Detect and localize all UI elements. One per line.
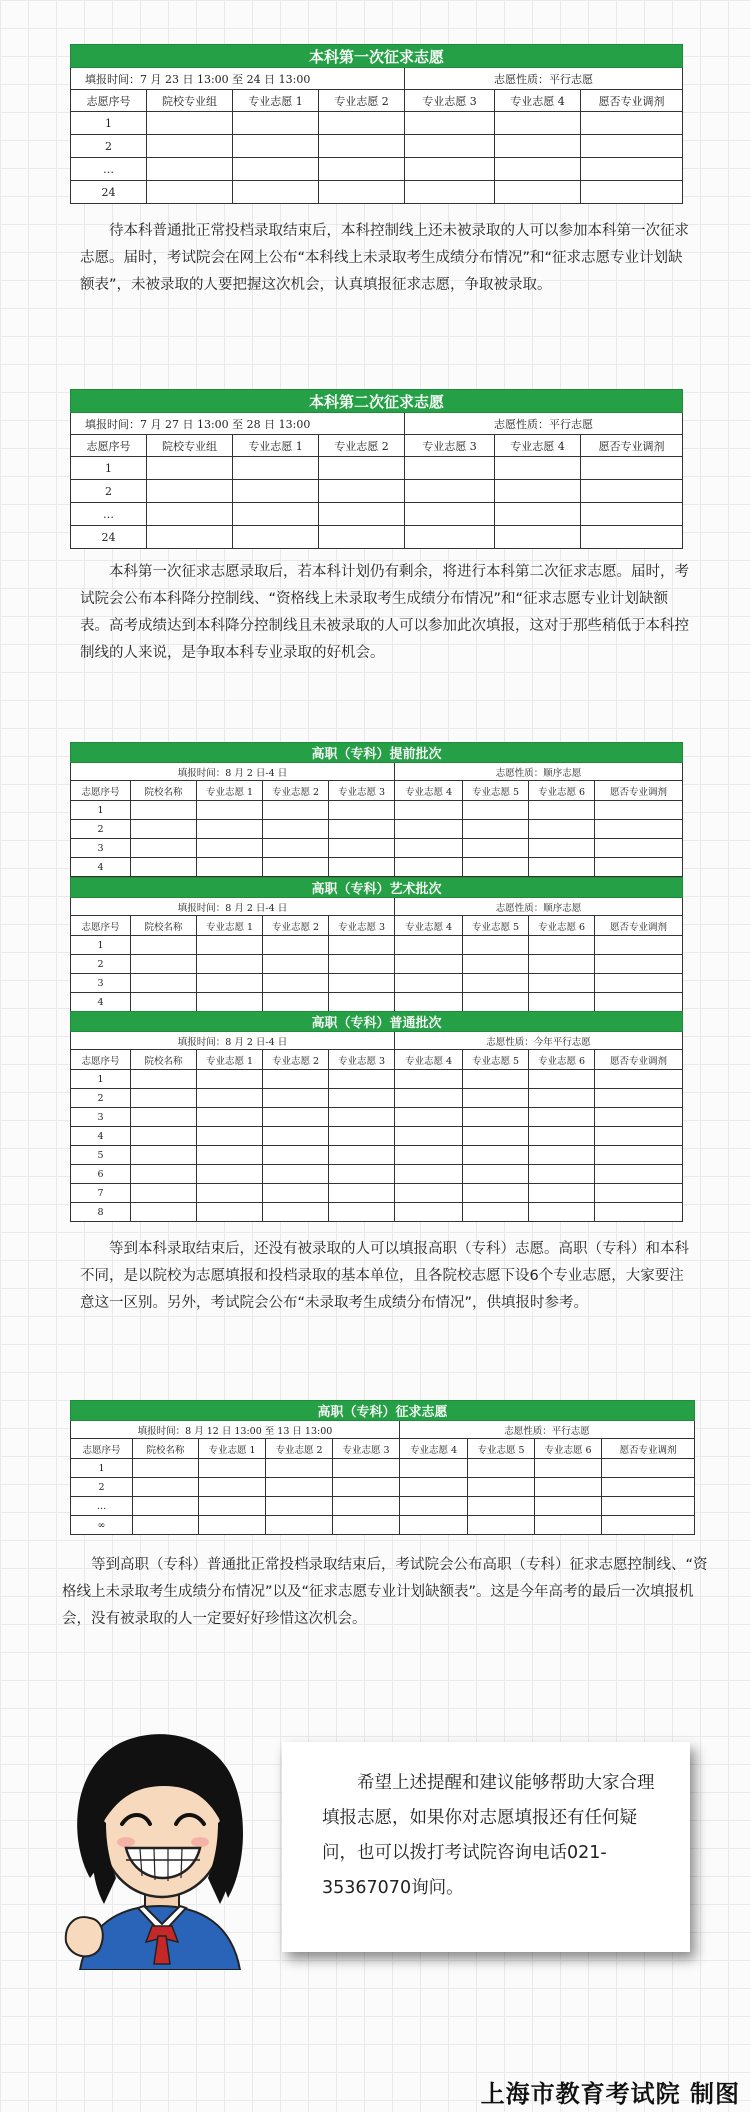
fill-time: 填报时间：7 月 27 日 13:00 至 28 日 13:00 [71, 413, 405, 435]
table-row [71, 1497, 695, 1516]
col-header: 专业志愿 4 [395, 916, 463, 936]
col-header: 专业志愿 5 [463, 781, 529, 801]
col-header: 专业志愿 5 [463, 1050, 529, 1070]
table-row [71, 526, 683, 549]
table-row [71, 858, 683, 877]
volunteer-nature: 志愿性质：平行志愿 [405, 413, 683, 435]
section-title: 高职（专科）征求志愿 [71, 1401, 695, 1421]
col-header: 专业志愿 3 [329, 916, 395, 936]
table-row [71, 801, 683, 820]
paragraph-vocational-solicit: 等到高职（专科）普通批正常投档录取结束后，考试院会公布高职（专科）征求志愿控制线、“资格线上未录取考生成绩分布情况”以及“征求志愿专业计划缺额表”。这是今年高考的最后一次填报机会，没有被录取的人一定要好好珍惜这次机会。 [62, 1557, 708, 1627]
fill-time: 填报时间：8 月 2 日-4 日 [71, 763, 395, 781]
table-row [71, 1127, 683, 1146]
col-header: 专业志愿 5 [463, 916, 529, 936]
col-header: 专业志愿 2 [319, 435, 405, 457]
col-header: 志愿序号 [71, 1050, 131, 1070]
col-header: 院校名称 [131, 1050, 197, 1070]
col-header: 专业志愿 3 [333, 1439, 400, 1459]
row-number: 1 [71, 112, 147, 135]
col-header: 专业志愿 4 [495, 435, 581, 457]
row-number: 3 [71, 839, 131, 858]
col-header: 愿否专业调剂 [602, 1439, 695, 1459]
col-header: 志愿序号 [71, 781, 131, 801]
row-number: 1 [71, 801, 131, 820]
table-row [71, 503, 683, 526]
volunteer-nature: 志愿性质：平行志愿 [400, 1421, 695, 1439]
col-header: 专业志愿 2 [263, 1050, 329, 1070]
section-title: 高职（专科）艺术批次 [71, 878, 683, 898]
col-header: 志愿序号 [71, 435, 147, 457]
col-header: 专业志愿 4 [495, 90, 581, 112]
col-header: 愿否专业调剂 [581, 435, 683, 457]
row-number: 7 [71, 1184, 131, 1203]
col-header: 院校专业组 [147, 90, 233, 112]
col-header: 志愿序号 [71, 1439, 133, 1459]
table-row [71, 181, 683, 204]
col-header: 专业志愿 3 [329, 781, 395, 801]
col-header: 专业志愿 6 [535, 1439, 602, 1459]
paragraph-vocational: 等到本科录取结束后，还没有被录取的人可以填报高职（专科）志愿。高职（专科）和本科不同，是以院校为志愿填报和投档录取的基本单位，且各院校志愿下设6个专业志愿，大家要注意这一区别。另外，考试院会公布“未录取考生成绩分布情况”，供填报时参考。 [80, 1241, 689, 1311]
col-header: 愿否专业调剂 [595, 916, 683, 936]
col-header: 志愿序号 [71, 90, 147, 112]
col-header: 院校名称 [131, 916, 197, 936]
row-number: 3 [71, 1108, 131, 1127]
row-number: 2 [71, 820, 131, 839]
col-header: 专业志愿 2 [266, 1439, 333, 1459]
table-undergrad-second-solicit [70, 389, 683, 549]
header-row [71, 1050, 683, 1070]
col-header: 愿否专业调剂 [595, 781, 683, 801]
col-header: 专业志愿 4 [400, 1439, 468, 1459]
row-number: 4 [71, 993, 131, 1012]
row-number: 8 [71, 1203, 131, 1222]
row-number: 24 [71, 181, 147, 204]
col-header: 专业志愿 3 [405, 435, 495, 457]
col-header: 愿否专业调剂 [595, 1050, 683, 1070]
row-number: 2 [71, 135, 147, 158]
col-header: 专业志愿 3 [329, 1050, 395, 1070]
header-row [71, 916, 683, 936]
row-number: 2 [71, 1478, 133, 1497]
col-header: 专业志愿 1 [199, 1439, 266, 1459]
row-number: 4 [71, 1127, 131, 1146]
table-row [71, 1070, 683, 1089]
table-row [71, 1203, 683, 1222]
row-number: 2 [71, 955, 131, 974]
row-number: ∞ [71, 1516, 133, 1535]
cartoon-girl-illustration [60, 1728, 260, 1970]
section-title: 高职（专科）普通批次 [71, 1012, 683, 1032]
table-row [71, 839, 683, 858]
row-number: 1 [71, 457, 147, 480]
row-number: … [71, 503, 147, 526]
table-undergrad-first-solicit [70, 44, 683, 204]
speech-text: 希望上述提醒和建议能够帮助大家合理填报志愿，如果你对志愿填报还有任何疑问，也可以拨打考试院咨询电话021-35367070询问。 [322, 1773, 655, 1898]
col-header: 专业志愿 1 [233, 435, 319, 457]
col-header: 专业志愿 6 [529, 916, 595, 936]
col-header: 专业志愿 1 [233, 90, 319, 112]
paragraph-undergrad-first: 待本科普通批正常投档录取结束后，本科控制线上还未被录取的人可以参加本科第一次征求志愿。届时，考试院会在网上公布“本科线上未录取考生成绩分布情况”和“征求志愿专业计划缺额表”，未被录取的人要把握这次机会，认真填报征求志愿，争取被录取。 [80, 223, 689, 293]
section-title: 本科第一次征求志愿 [71, 45, 683, 68]
row-number: 2 [71, 480, 147, 503]
header-row [71, 781, 683, 801]
table-row [71, 1184, 683, 1203]
col-header: 愿否专业调剂 [581, 90, 683, 112]
table-row [71, 993, 683, 1012]
fill-time: 填报时间：8 月 2 日-4 日 [71, 1032, 395, 1050]
header-row [71, 90, 683, 112]
volunteer-nature: 志愿性质：今年平行志愿 [395, 1032, 683, 1050]
table-row [71, 457, 683, 480]
col-header: 专业志愿 4 [395, 781, 463, 801]
col-header: 院校名称 [133, 1439, 199, 1459]
section-title: 本科第二次征求志愿 [71, 390, 683, 413]
footer-credit: 上海市教育考试院 制图 [480, 2080, 740, 2108]
table-row [71, 955, 683, 974]
table-row [71, 480, 683, 503]
volunteer-nature: 志愿性质：平行志愿 [405, 68, 683, 90]
col-header: 专业志愿 2 [263, 916, 329, 936]
row-number: 4 [71, 858, 131, 877]
table-vocational-solicit [70, 1400, 695, 1535]
speech-box [282, 1742, 690, 1952]
row-number: … [71, 158, 147, 181]
row-number: 1 [71, 1459, 133, 1478]
col-header: 院校专业组 [147, 435, 233, 457]
volunteer-nature: 志愿性质：顺序志愿 [395, 763, 683, 781]
fill-time: 填报时间：8 月 12 日 13:00 至 13 日 13:00 [71, 1421, 400, 1439]
col-header: 专业志愿 1 [197, 781, 263, 801]
fill-time: 填报时间：7 月 23 日 13:00 至 24 日 13:00 [71, 68, 405, 90]
table-row [71, 1478, 695, 1497]
table-row [71, 112, 683, 135]
table-row [71, 1459, 695, 1478]
header-row [71, 435, 683, 457]
col-header: 专业志愿 1 [197, 916, 263, 936]
row-number: 1 [71, 936, 131, 955]
row-number: 3 [71, 974, 131, 993]
col-header: 专业志愿 1 [197, 1050, 263, 1070]
table-row [71, 1165, 683, 1184]
row-number: … [71, 1497, 133, 1516]
section-title: 高职（专科）提前批次 [71, 743, 683, 763]
col-header: 专业志愿 3 [405, 90, 495, 112]
table-row [71, 1089, 683, 1108]
paragraph-undergrad-second: 本科第一次征求志愿录取后，若本科计划仍有剩余，将进行本科第二次征求志愿。届时，考试院会公布本科降分控制线、“资格线上未录取考生成绩分布情况”和“征求志愿专业计划缺额表。高考成绩达到本科降分控制线且未被录取的人可以参加此次填报，这对于那些稍低于本科控制线的人来说，是争取本科专业录取的好机会。 [80, 564, 689, 661]
row-number: 5 [71, 1146, 131, 1165]
col-header: 专业志愿 2 [319, 90, 405, 112]
header-row [71, 1439, 695, 1459]
col-header: 院校名称 [131, 781, 197, 801]
col-header: 志愿序号 [71, 916, 131, 936]
table-row [71, 936, 683, 955]
fill-time: 填报时间：8 月 2 日-4 日 [71, 898, 395, 916]
row-number: 6 [71, 1165, 131, 1184]
table-row [71, 135, 683, 158]
table-vocational-art [70, 877, 683, 1012]
table-row [71, 820, 683, 839]
row-number: 2 [71, 1089, 131, 1108]
col-header: 专业志愿 4 [395, 1050, 463, 1070]
col-header: 专业志愿 6 [529, 1050, 595, 1070]
col-header: 专业志愿 2 [263, 781, 329, 801]
table-row [71, 1146, 683, 1165]
table-vocational-advance [70, 742, 683, 877]
table-row [71, 158, 683, 181]
col-header: 专业志愿 6 [529, 781, 595, 801]
table-row [71, 974, 683, 993]
table-vocational-general [70, 1011, 683, 1222]
volunteer-nature: 志愿性质：顺序志愿 [395, 898, 683, 916]
row-number: 24 [71, 526, 147, 549]
table-row [71, 1516, 695, 1535]
col-header: 专业志愿 5 [468, 1439, 535, 1459]
row-number: 1 [71, 1070, 131, 1089]
table-row [71, 1108, 683, 1127]
